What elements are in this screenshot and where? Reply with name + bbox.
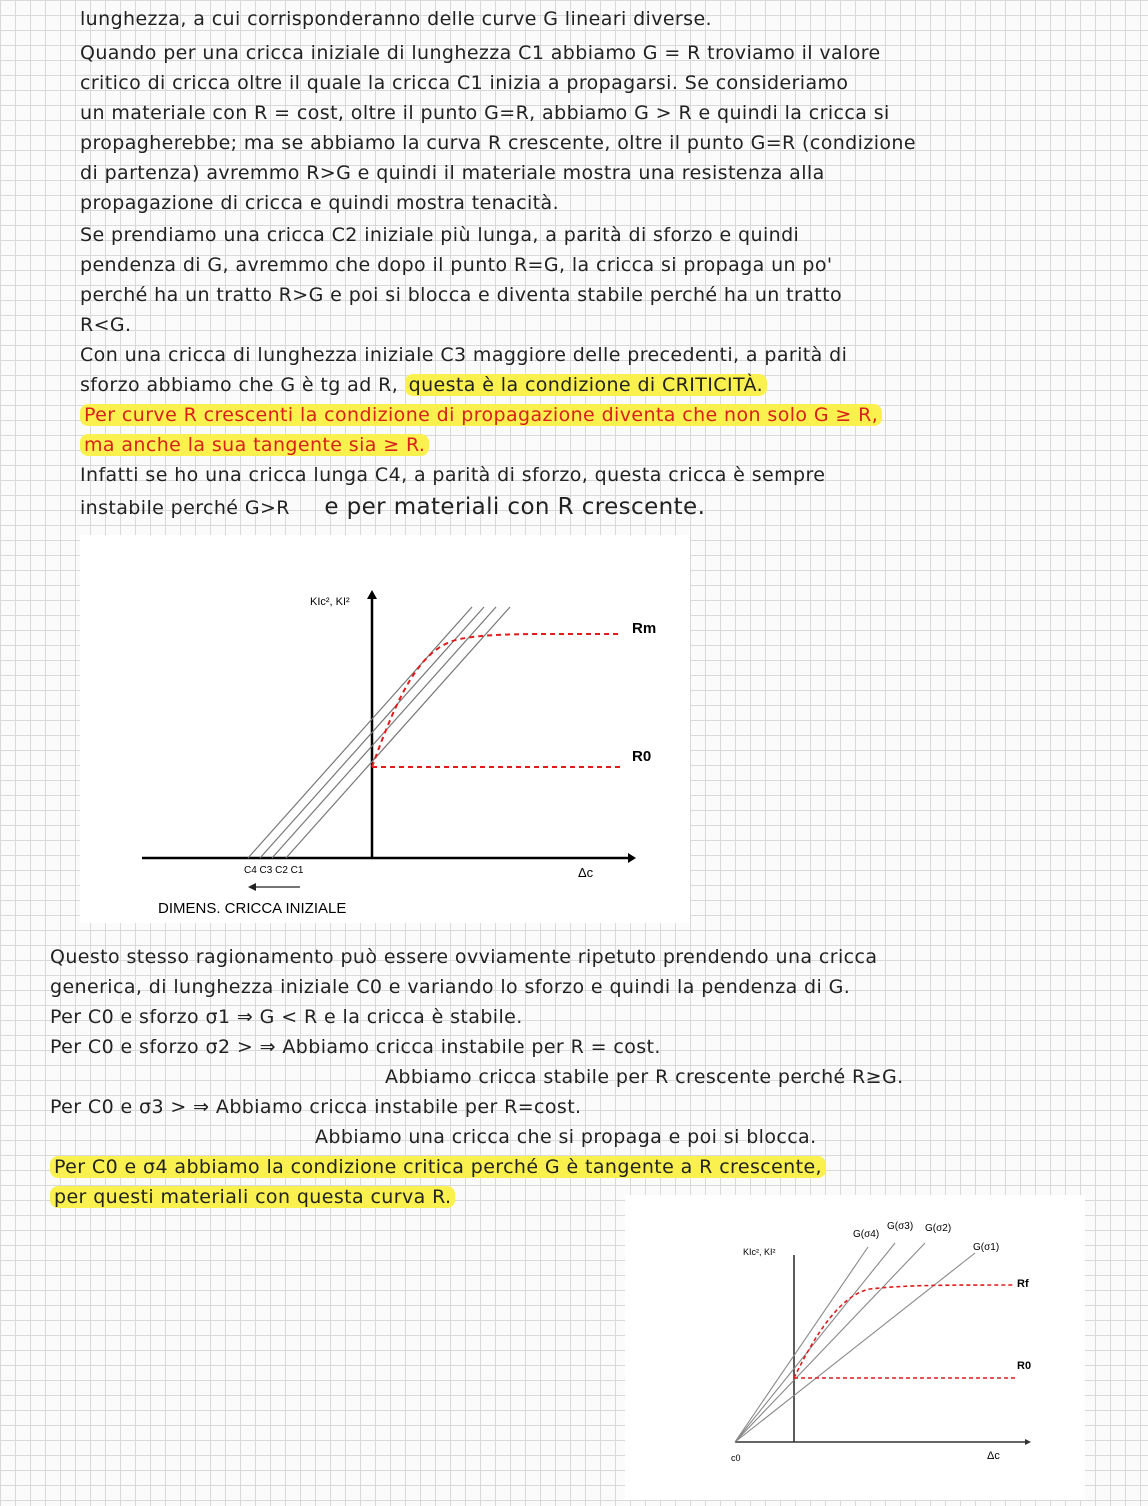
highlighted-propagation-condition: Per curve R crescenti la condizione di propagazione diventa che non solo G ≥ R,	[80, 404, 882, 426]
highlighted-materials: per questi materiali con questa curva R.	[50, 1186, 455, 1208]
g-sigma4-label: G(σ4)	[853, 1229, 880, 1240]
x-axis-label: Δc	[578, 865, 594, 880]
figure-r-curve-cracks	[80, 535, 690, 923]
r-top-label: Rf	[1017, 1278, 1029, 1290]
rising-r-curve	[794, 1285, 1015, 1378]
highlighted-tangent-condition: ma anche la sua tangente sia ≥ R.	[80, 434, 429, 456]
note-line	[80, 494, 705, 520]
note-line: pendenza di G, avremmo che dopo il punto R=G, la cricca si propaga un po'	[80, 254, 833, 276]
rising-r-curve	[372, 634, 620, 767]
g-line-sigma2	[735, 1243, 925, 1442]
y-axis-arrow	[367, 590, 377, 599]
y-axis-label: KIc², KI²	[310, 596, 350, 608]
x-axis-label: Δc	[987, 1450, 1000, 1462]
g-sigma2-label: G(σ2)	[925, 1223, 952, 1234]
g-line-sigma3	[735, 1243, 895, 1442]
note-line: critico di cricca oltre il quale la cricca C1 inizia a propagarsi. Se consideriamo	[80, 72, 849, 94]
note-line: Abbiamo una cricca che si propaga e poi si blocca.	[315, 1126, 817, 1148]
g-line-c4	[248, 607, 472, 858]
note-line: Infatti se ho una cricca lunga C4, a parità di sforzo, questa cricca è sempre	[80, 464, 826, 486]
highlighted-critical-condition: Per C0 e σ4 abbiamo la condizione critica perché G è tangente a R crescente,	[50, 1156, 826, 1178]
note-segment: e per materiali con R crescente.	[324, 494, 706, 520]
g-line-sigma4	[735, 1247, 868, 1442]
note-line-red	[80, 434, 429, 456]
note-line	[50, 1156, 826, 1178]
note-line: perché ha un tratto R>G e poi si blocca e diventa stabile perché ha un tratto	[80, 284, 843, 306]
x-axis-arrow	[628, 853, 636, 863]
origin-label: c0	[731, 1453, 741, 1463]
note-line	[80, 374, 767, 396]
note-line: Per C0 e sforzo σ2 > ⇒ Abbiamo cricca instabile per R = cost.	[50, 1036, 661, 1058]
r-curve-chart	[80, 535, 690, 923]
figure-stress-variation	[625, 1195, 1085, 1500]
x-axis-arrow	[1025, 1439, 1031, 1445]
note-line-red	[80, 404, 882, 426]
r-top-label: Rm	[632, 620, 657, 637]
note-line: lunghezza, a cui corrisponderanno delle curve G lineari diverse.	[80, 8, 712, 30]
note-segment: instabile perché G>R	[80, 497, 290, 519]
note-line: generica, di lunghezza iniziale C0 e variando lo sforzo e quindi la pendenza di G.	[50, 976, 851, 998]
g-line-sigma1	[735, 1253, 975, 1442]
note-line: Con una cricca di lunghezza iniziale C3 maggiore delle precedenti, a parità di	[80, 344, 848, 366]
note-line: Quando per una cricca iniziale di lunghezza C1 abbiamo G = R troviamo il valore	[80, 42, 881, 64]
note-line: Se prendiamo una cricca C2 iniziale più lunga, a parità di sforzo e quindi	[80, 224, 800, 246]
note-line: propagazione di cricca e quindi mostra tenacità.	[80, 192, 560, 214]
note-line	[50, 1186, 455, 1208]
note-line: R<G.	[80, 314, 132, 336]
g-sigma3-label: G(σ3)	[887, 1221, 914, 1232]
crack-labels: C4 C3 C2 C1	[244, 865, 304, 876]
r-bottom-label: R0	[1017, 1360, 1032, 1372]
stress-variation-chart	[625, 1195, 1085, 1500]
note-line: Abbiamo cricca stabile per R crescente perché R≥G.	[385, 1066, 904, 1088]
g-sigma1-label: G(σ1)	[973, 1242, 1000, 1253]
note-line: Questo stesso ragionamento può essere ovviamente ripetuto prendendo una cricca	[50, 946, 878, 968]
g-line-c1	[286, 607, 510, 858]
note-line: di partenza) avremmo R>G e quindi il materiale mostra una resistenza alla	[80, 162, 825, 184]
note-line: un materiale con R = cost, oltre il punto G=R, abbiamo G > R e quindi la cricca si	[80, 102, 890, 124]
initial-crack-note: DIMENS. CRICCA INIZIALE	[158, 900, 347, 917]
y-axis-label: KIc², KI²	[743, 1247, 776, 1257]
highlighted-criticality: questa è la condizione di CRITICITÀ.	[405, 374, 767, 396]
r-bottom-label: R0	[632, 748, 652, 765]
note-segment: sforzo abbiamo che G è tg ad R,	[80, 374, 399, 396]
direction-arrowhead	[248, 883, 256, 891]
note-line: Per C0 e sforzo σ1 ⇒ G < R e la cricca è stabile.	[50, 1006, 523, 1028]
note-line: Per C0 e σ3 > ⇒ Abbiamo cricca instabile per R=cost.	[50, 1096, 582, 1118]
note-line: propagherebbe; ma se abbiamo la curva R crescente, oltre il punto G=R (condizione	[80, 132, 916, 154]
